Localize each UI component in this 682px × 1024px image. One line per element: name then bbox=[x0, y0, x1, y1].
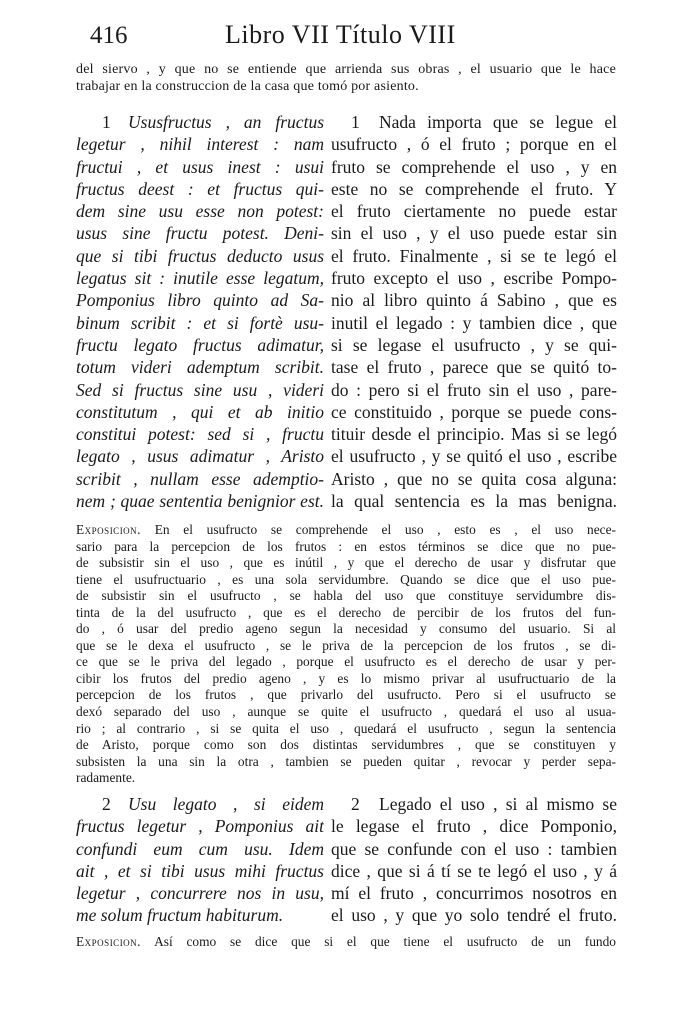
spanish-line: fruto excepto el uso , escribe Pompo- bbox=[331, 268, 617, 289]
latin-line: nem ; quae sententia benignior est. bbox=[76, 491, 324, 512]
running-title: Libro VII Título VIII bbox=[225, 20, 456, 49]
latin-line: legetur , concurrere nos in usu, bbox=[76, 883, 324, 904]
latin-line: que si tibi fructus deducto usus bbox=[76, 245, 324, 266]
exposition-1 bbox=[76, 522, 616, 787]
latin-line: legetur , nihil interest : nam bbox=[76, 134, 324, 155]
spanish-line: le legase el fruto , dice Pomponio, bbox=[331, 816, 617, 837]
latin-line: fructui , et usus inest : usui bbox=[76, 156, 324, 177]
spanish-line-text: Legado el uso , si al mismo se bbox=[379, 794, 617, 814]
latin-line: fructus legetur , Pomponius ait bbox=[76, 816, 324, 837]
section-2-latin bbox=[76, 793, 324, 927]
exposition-line: rio ; al contrario , si se quita el uso , quedará el usufructo , segun la sentencia bbox=[76, 720, 616, 736]
latin-line: Sed si fructus sine usu , videri bbox=[76, 379, 324, 400]
spanish-line: do : pero si el fruto sin el uso , pare- bbox=[331, 379, 617, 400]
section-number: 2 bbox=[351, 794, 360, 814]
exposition-line bbox=[76, 934, 616, 951]
latin-line: totum videri ademptum scribit. bbox=[76, 357, 324, 378]
spanish-line: inutil el legado : y tambien dice , que bbox=[331, 312, 617, 333]
latin-line-text: Ususfructus , an fructus bbox=[128, 112, 324, 132]
spanish-line-text: Nada importa que se legue el bbox=[379, 112, 617, 132]
section-number: 1 bbox=[102, 112, 111, 132]
spanish-line: la qual sentencia es la mas benigna. bbox=[331, 491, 617, 512]
section-2-spanish bbox=[331, 793, 617, 927]
latin-line: Pomponius libro quinto ad Sa- bbox=[76, 290, 324, 311]
exposition-line: sario para la percepcion de los frutos : en estos términos se dice que no pue- bbox=[76, 538, 616, 554]
page-number: 416 bbox=[90, 22, 128, 49]
section-1-latin bbox=[76, 111, 324, 512]
exposition-line-text: Así como se dice que si el que tiene el usufructo de un fundo bbox=[141, 934, 616, 949]
latin-line: dem sine usu esse non potest: bbox=[76, 201, 324, 222]
exposition-line: subsisten la una sin la otra , tambien se pueden quitar , revocar y perder sepa- bbox=[76, 753, 616, 769]
latin-line bbox=[76, 111, 324, 133]
exposition-line: de Aristo, porque como son dos distintas servidumbres , que se constituyen y bbox=[76, 737, 616, 753]
spanish-line: que se confunde con el uso : tambien bbox=[331, 838, 617, 859]
exposition-line: radamente. bbox=[76, 770, 136, 786]
latin-line bbox=[76, 793, 324, 815]
exposition-line: de subsistir sin el uso , que es inútil , y que el derecho de usar y disfrutar que bbox=[76, 555, 616, 571]
spanish-line: tase el fruto , parece que se quitó to- bbox=[331, 357, 617, 378]
exposition-line: cibir los frutos del predio ageno , y es lo mismo privar al usufructuario de la bbox=[76, 670, 616, 686]
spanish-line: este no se comprehende el fruto. Y bbox=[331, 178, 617, 199]
exposition-label: Exposicion. bbox=[76, 934, 142, 949]
latin-line: constitutum , qui et ab initio bbox=[76, 401, 324, 422]
latin-line: fructu legato fructus adimatur, bbox=[76, 334, 324, 355]
exposition-line: do , ó usar del predio ageno segun la necesidad y consumo del usuario. Si al bbox=[76, 621, 616, 637]
latin-line: me solum fructum habiturum. bbox=[76, 905, 284, 926]
spanish-line: dice , que si á tí se te legó el uso , y á bbox=[331, 860, 617, 881]
exposition-line: tinta de la del usufructo , que es el derecho de percibir de los frutos del fun- bbox=[76, 604, 616, 620]
latin-line: confundi eum cum usu. Idem bbox=[76, 838, 324, 859]
exposition-line-text: En el usufructo se comprehende el uso , esto es , el uso nece- bbox=[141, 522, 616, 537]
spanish-line: el fruto ciertamente no puede estar bbox=[331, 201, 617, 222]
spanish-line: sin el uso , y el uso puede estar sin bbox=[331, 223, 617, 244]
intro-line: trabajar en la construccion de la casa que tomó por asiento. bbox=[76, 79, 419, 94]
exposition-line: que se le dexa el usufructo , se le priva de la percepcion de los frutos , se di- bbox=[76, 637, 616, 653]
spanish-line: nio al libro quinto á Sabino , que es bbox=[331, 290, 617, 311]
exposition-line: de subsistir sin el usufructo , se habla del uso que constituye servidumbre dis- bbox=[76, 588, 616, 604]
spanish-line bbox=[331, 793, 617, 815]
latin-line: legatus sit : inutile esse legatum, bbox=[76, 268, 324, 289]
section-number: 1 bbox=[351, 112, 360, 132]
latin-line: constitui potest: sed si , fructu bbox=[76, 424, 324, 445]
page-header bbox=[60, 20, 620, 54]
spanish-line: Aristo , que no se quita cosa alguna: bbox=[331, 468, 617, 489]
exposition-line: tiene el usufructuario , es una sola servidumbre. Quando se dice que el uso pue- bbox=[76, 571, 616, 587]
exposition-line: ce que se le priva del legado , porque el usufructo es el derecho de usar y per- bbox=[76, 654, 616, 670]
intro-line: del siervo , y que no se entiende que arrienda sus obras , el usuario que le hace bbox=[76, 62, 616, 77]
spanish-line: mí el fruto , concurrimos nosotros en bbox=[331, 883, 617, 904]
exposition-line bbox=[76, 522, 616, 539]
latin-line: fructus deest : et fructus qui- bbox=[76, 178, 324, 199]
latin-line: legato , usus adimatur , Aristo bbox=[76, 446, 324, 467]
spanish-line: el fruto. Finalmente , si se te legó el bbox=[331, 245, 617, 266]
spanish-line bbox=[331, 111, 617, 133]
spanish-line: usufructo , ó el fruto ; porque en el bbox=[331, 134, 617, 155]
spanish-line: el uso , y que yo solo tendré el fruto. bbox=[331, 905, 617, 926]
exposition-2 bbox=[76, 934, 616, 951]
exposition-line: percepcion de los frutos , que privarlo del usufructo. Pero si el usufructo se bbox=[76, 687, 616, 703]
latin-line: scribit , nullam esse ademptio- bbox=[76, 468, 324, 489]
section-1-spanish bbox=[331, 111, 617, 512]
spanish-line: fruto se comprehende el uso , y en bbox=[331, 156, 617, 177]
latin-line: ait , et si tibi usus mihi fructus bbox=[76, 860, 324, 881]
spanish-line: ce constituido , porque se puede cons- bbox=[331, 401, 617, 422]
latin-line: usus sine fructu potest. Deni- bbox=[76, 223, 324, 244]
latin-line: binum scribit : et si fortè usu- bbox=[76, 312, 324, 333]
spanish-line: si se legase el usufructo , y se qui- bbox=[331, 334, 617, 355]
exposition-label: Exposicion. bbox=[76, 522, 142, 537]
exposition-line: dexó separado del uso , aunque se quite el usufructo , quedará el uso al usua- bbox=[76, 704, 616, 720]
spanish-line: el usufructo , y se quitó el uso , escribe bbox=[331, 446, 617, 467]
latin-line-text: Usu legato , si eidem bbox=[128, 794, 324, 814]
spanish-line: tituir desde el principio. Mas si se legó bbox=[331, 424, 617, 445]
section-number: 2 bbox=[102, 794, 111, 814]
intro-paragraph bbox=[76, 61, 616, 95]
